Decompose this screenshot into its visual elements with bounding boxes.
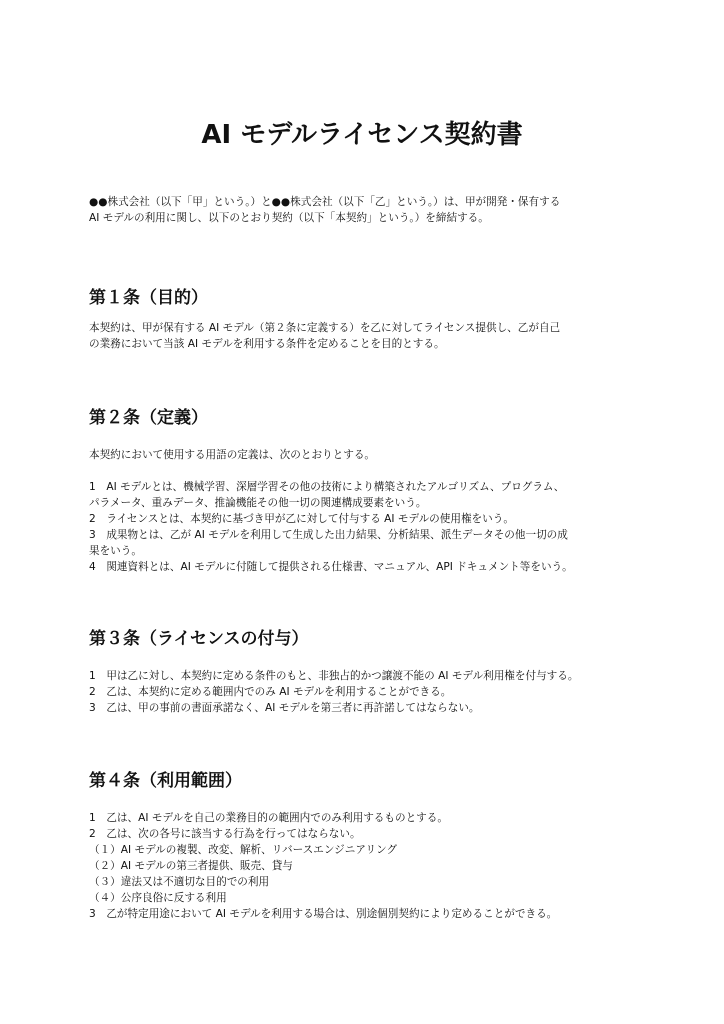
document-title: AI モデルライセンス契約書 [201,120,523,150]
article-3-body [89,668,649,716]
article-line: 1 甲は乙に対し、本契約に定める条件のもと、非独占的かつ譲渡不能の AI モデル利用権を付与する。 [89,670,579,682]
article-line: 2 ライセンスとは、本契約に基づき甲が乙に対して付与する AI モデルの使用権をいう。 [89,513,514,525]
article-line: の業務において当該 AI モデルを利用する条件を定めることを目的とする。 [89,338,445,350]
article-intro: 本契約において使用する用語の定義は、次のとおりとする。 [89,449,376,461]
article-item: （１）AI モデルの複製、改変、解析、リバースエンジニアリング [89,844,398,856]
article-4-heading: 第４条（利用範囲） [89,771,242,791]
article-4-body [89,810,649,922]
article-line: 2 乙は、本契約に定める範囲内でのみ AI モデルを利用することができる。 [89,686,452,698]
article-2-heading: 第２条（定義） [89,408,208,428]
article-line: 1 AI モデルとは、機械学習、深層学習その他の技術により構築されたアルゴリズム、プログラム、 [89,481,565,493]
article-line: 2 乙は、次の各号に該当する行為を行ってはならない。 [89,828,361,840]
article-1-body [89,320,649,352]
article-line: 3 乙は、甲の事前の書面承諾なく、AI モデルを第三者に再許諾してはならない。 [89,702,480,714]
article-item: （３）違法又は不適切な目的での利用 [89,876,270,888]
article-line: 3 乙が特定用途において AI モデルを利用する場合は、別途個別契約により定めることができる。 [89,908,558,920]
preamble-line: AI モデルの利用に関し、以下のとおり契約（以下「本契約」という。）を締結する。 [89,212,489,224]
article-item: （２）AI モデルの第三者提供、販売、貸与 [89,860,293,872]
preamble-line: ●●株式会社（以下「甲」という。）と●●株式会社（以下「乙」という。）は、甲が開発・保有する [89,196,561,208]
article-line: 本契約は、甲が保有する AI モデル（第２条に定義する）を乙に対してライセンス提供し、乙が自己 [89,322,561,334]
article-2-intro [89,447,649,463]
article-line: 4 関連資料とは、AI モデルに付随して提供される仕様書、マニュアル、API ドキュメント等をいう。 [89,561,573,573]
article-2-body [89,479,649,575]
preamble [89,194,649,226]
article-1-heading: 第１条（目的） [89,288,208,308]
article-line: 果をいう。 [89,545,142,557]
article-line: 3 成果物とは、乙が AI モデルを利用して生成した出力結果、分析結果、派生データその他一切の成 [89,529,568,541]
article-3-heading: 第３条（ライセンスの付与） [89,629,309,649]
article-line: パラメータ、重みデータ、推論機能その他一切の関連構成要素をいう。 [89,497,427,509]
article-line: 1 乙は、AI モデルを自己の業務目的の範囲内でのみ利用するものとする。 [89,812,448,824]
article-item: （４）公序良俗に反する利用 [89,892,227,904]
